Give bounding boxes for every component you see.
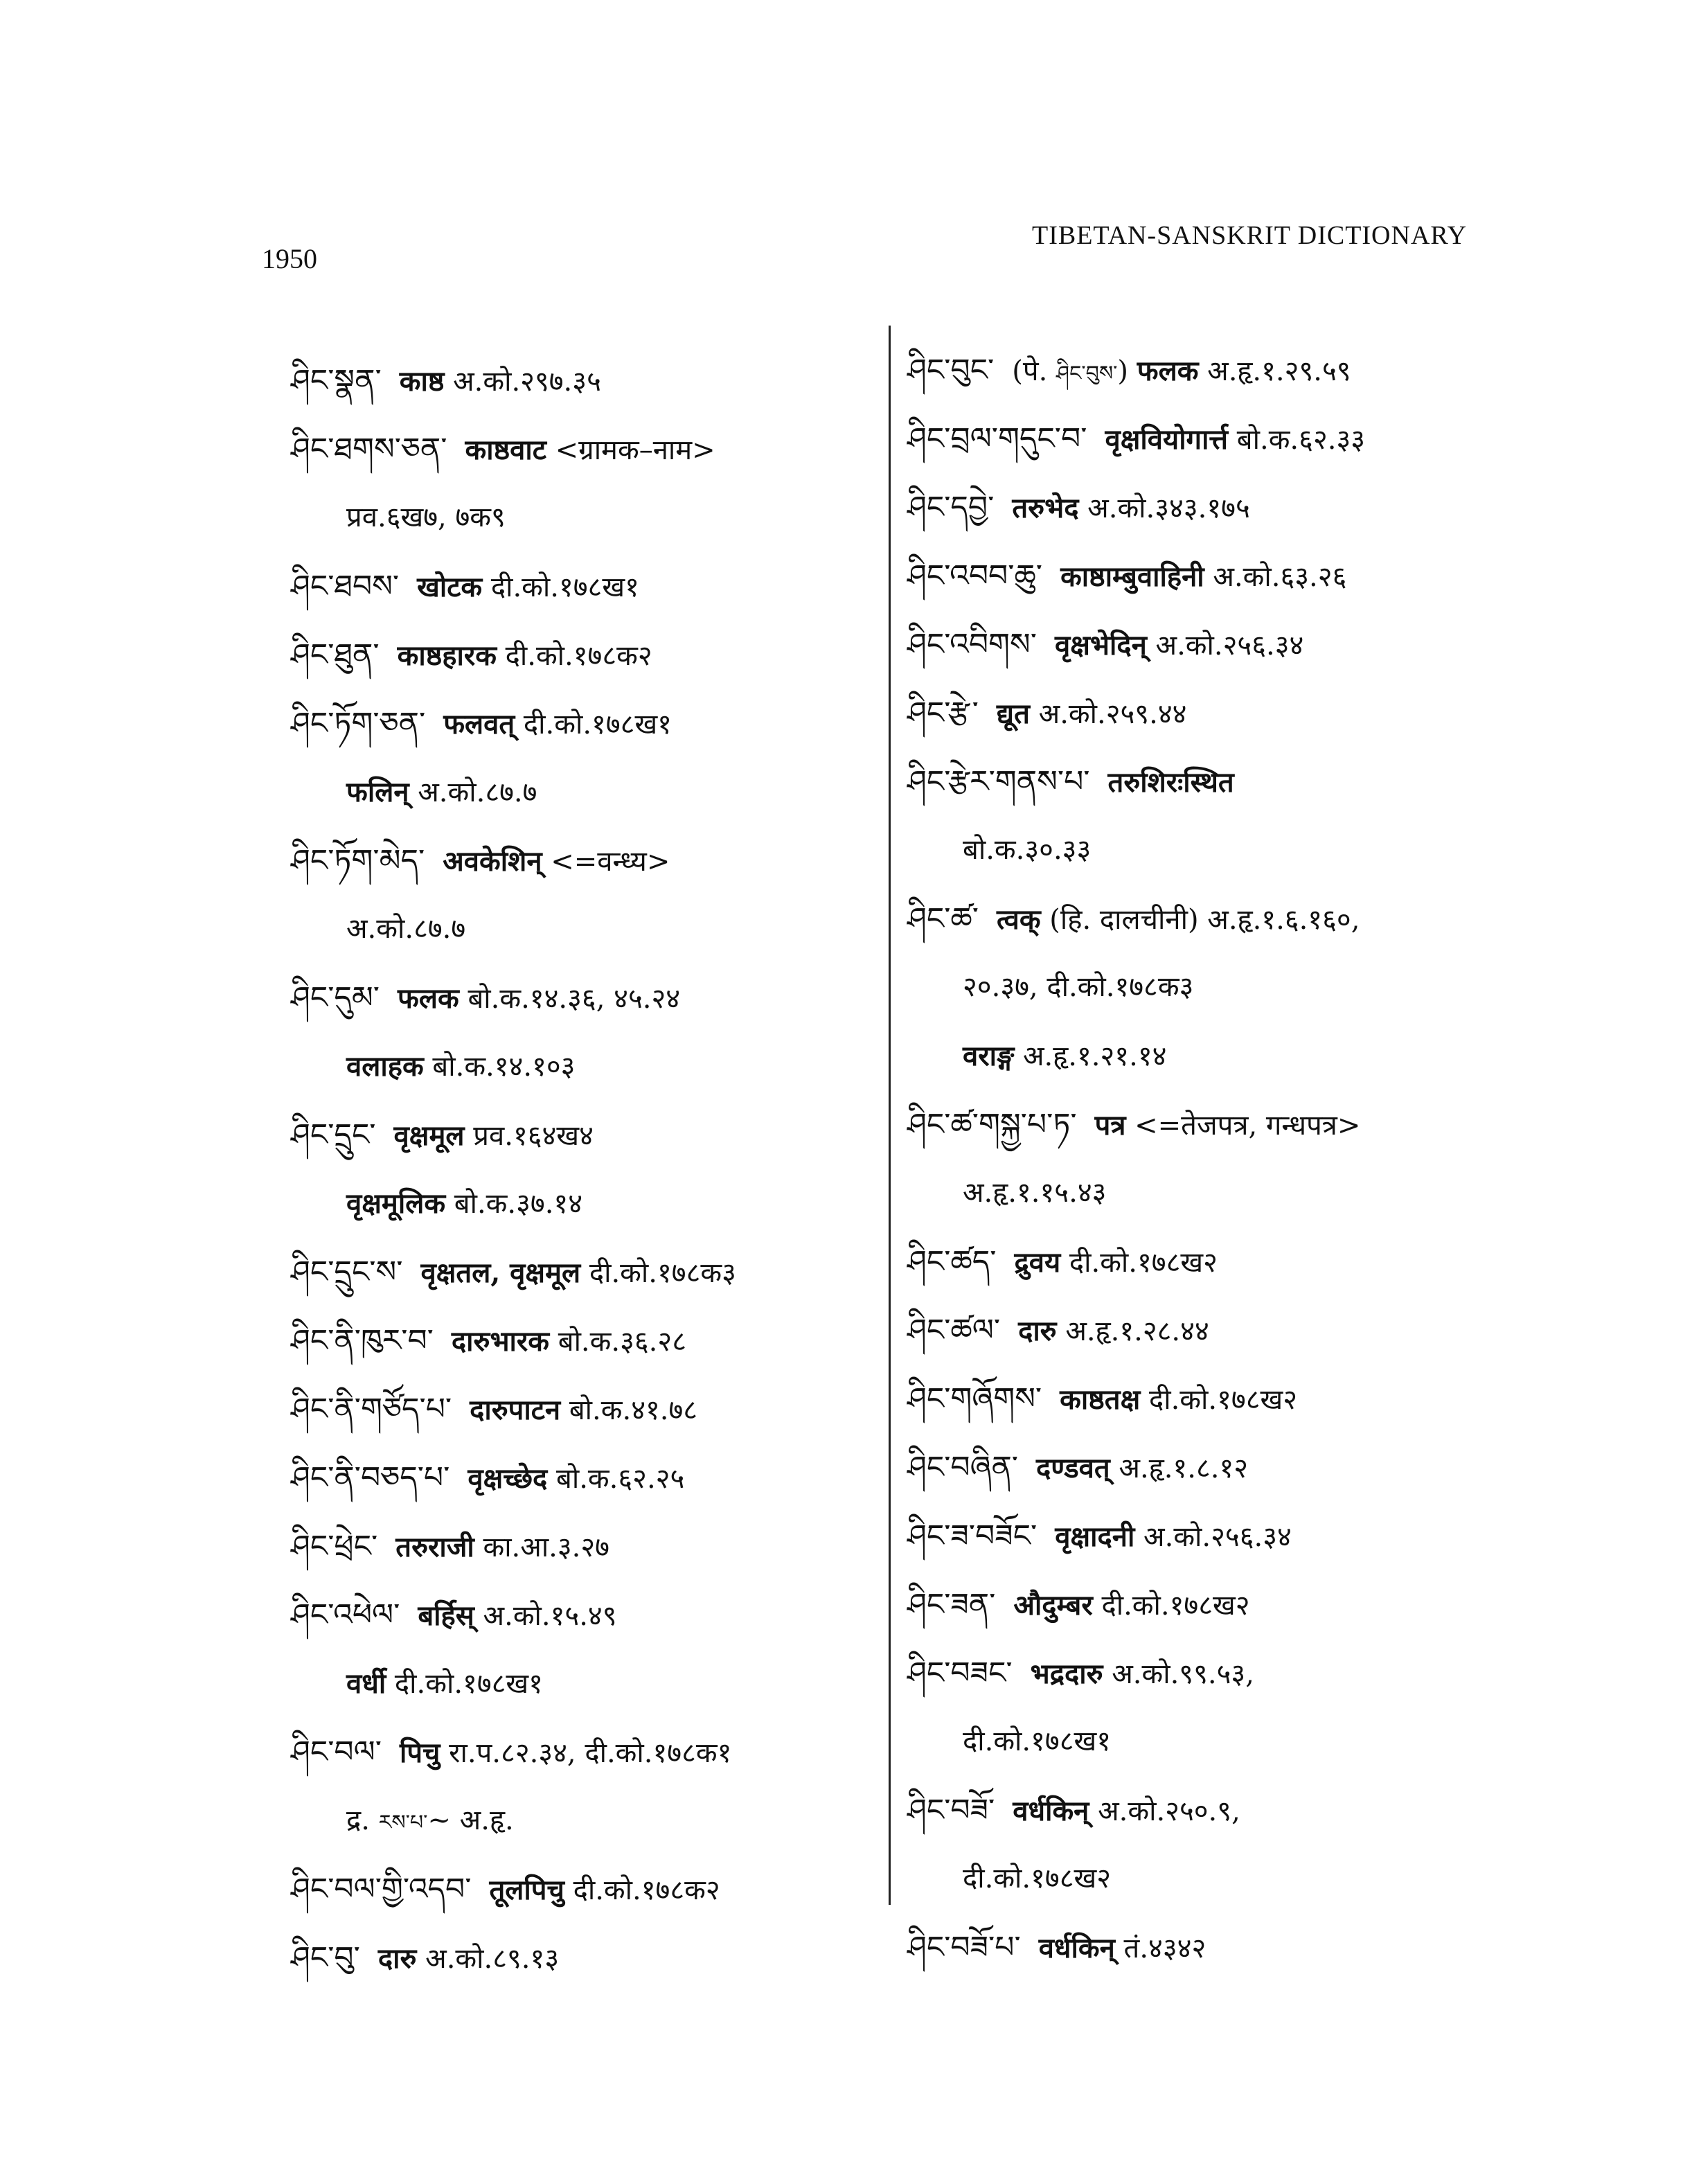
tibetan-headword: ཤིང་དྲུང་: [291, 1117, 376, 1153]
entry-continuation: [291, 1649, 880, 1718]
dictionary-entry: [907, 1570, 1531, 1639]
sanskrit-equivalent: काष्ठवाट: [465, 434, 546, 466]
entry-continuation: [907, 1845, 1531, 1913]
dictionary-entry: [291, 826, 880, 895]
tibetan-headword: ཤིང་ཟ་བཟོང་: [907, 1518, 1037, 1554]
source-reference: अ.हृ.१.२८.४४: [1056, 1315, 1209, 1347]
dictionary-entry: [907, 679, 1531, 747]
tibetan-headword: ཤིང་ཐུན་: [291, 637, 380, 673]
dictionary-entry: [907, 1913, 1531, 1982]
entry-continuation: [907, 953, 1531, 1022]
entry-continuation: [907, 1159, 1531, 1227]
source-reference: अ.हृ.१.२१.१४: [1014, 1040, 1167, 1072]
entry-continuation: [907, 1022, 1531, 1090]
entry-continuation: [291, 895, 880, 964]
sanskrit-equivalent: फलवत्: [443, 708, 515, 740]
source-reference: दी.को.१७८ख१: [386, 1668, 543, 1700]
source-reference: अ.हृ.१.८.१२: [1110, 1453, 1249, 1484]
dictionary-entry: [907, 1776, 1531, 1845]
source-reference: बो.क.३७.१४: [445, 1188, 583, 1220]
dictionary-entry: [291, 689, 880, 758]
source-reference: अ.को.३४३.१७५: [1078, 492, 1250, 524]
tibetan-headword: ཤིང་ཐབས་: [291, 569, 400, 604]
left-column: [291, 346, 880, 1992]
tibetan-headword: ཤིང་ནི་གཙོད་པ་: [291, 1392, 452, 1427]
dictionary-entry: [291, 621, 880, 689]
dictionary-entry: [907, 747, 1531, 816]
entry-continuation: [291, 1032, 880, 1101]
tibetan-headword: ཤིང་རྩེར་གནས་པ་: [907, 764, 1090, 799]
source-reference: अ.को.२५९.४४: [1029, 698, 1187, 730]
entry-continuation: [907, 1707, 1531, 1776]
source-reference: अ.को.९९.५३,: [1103, 1658, 1254, 1690]
source-reference: <ग्रामक–नाम>: [546, 434, 715, 466]
source-reference: बो.क.१४.१०३: [423, 1051, 576, 1083]
sanskrit-equivalent: वर्धकिन्: [1038, 1932, 1115, 1964]
sanskrit-equivalent: वृक्षमूल: [393, 1119, 465, 1152]
source-reference: अ.को.६३.२६: [1204, 561, 1347, 593]
source-reference: प्रव.६ख७, ७क९: [346, 501, 506, 533]
dictionary-entry: [907, 885, 1531, 953]
tibetan-headword: ཤིང་དྲུང་ས་: [291, 1254, 403, 1290]
tibetan-headword: ཤིང་བུ་: [291, 1940, 360, 1976]
page-number: 1950: [262, 243, 317, 274]
sanskrit-equivalent: वृक्षादनी: [1055, 1520, 1135, 1553]
sanskrit-equivalent: दारुभारक: [451, 1325, 550, 1358]
tibetan-headword: ཤིང་བཞིན་: [907, 1450, 1019, 1485]
source-reference: <=वन्ध्य>: [542, 846, 670, 878]
sanskrit-equivalent: औदुम्बर: [1013, 1589, 1093, 1622]
dictionary-entry: [907, 1433, 1531, 1502]
sanskrit-equivalent: वलाहक: [346, 1050, 424, 1083]
tibetan-headword: ཤིང་བྲལ་གདུང་བ་: [907, 421, 1087, 456]
dictionary-entry: [907, 1639, 1531, 1707]
dictionary-entry: [291, 1238, 880, 1306]
source-reference: अ.को.२५६.३४: [1134, 1521, 1292, 1553]
tibetan-headword: ཤིང་ནི་བཅད་པ་: [291, 1460, 450, 1495]
source-reference: दी.को.१७८ख१: [963, 1725, 1112, 1757]
sanskrit-equivalent: अवकेशिन्: [443, 845, 542, 878]
tibetan-headword: ཤིང་ཏོག་ཅན་: [291, 706, 426, 741]
source-reference: अ.को.२५६.३४: [1146, 630, 1304, 662]
dictionary-entry: [907, 610, 1531, 679]
sanskrit-equivalent: फलक: [1137, 355, 1199, 387]
sanskrit-equivalent: वृक्षवियोगार्त्त: [1105, 423, 1229, 456]
tibetan-variant: ཤིང་བུས་: [1056, 362, 1118, 386]
sanskrit-equivalent: दारु: [1018, 1315, 1057, 1347]
source-reference: अ.को.८७.७: [346, 913, 466, 945]
tibetan-headword: ཤིང་འབབ་ཆུ་: [907, 558, 1043, 594]
sanskrit-equivalent: काष्ठहारक: [397, 639, 497, 672]
dictionary-entry: [291, 346, 880, 415]
dictionary-entry: [291, 1444, 880, 1512]
sanskrit-equivalent: दारु: [377, 1942, 417, 1975]
dictionary-entry: [291, 1924, 880, 1992]
tibetan-headword: ཤིང་ནི་ཁུར་བ་: [291, 1323, 434, 1358]
tibetan-headword: ཤིང་བཟང་: [907, 1655, 1013, 1691]
tibetan-headword: ཤིང་ཚལ་: [907, 1313, 1001, 1348]
sanskrit-equivalent: तरुशिरःस्थित: [1107, 766, 1234, 799]
sanskrit-equivalent: त्वक्: [997, 903, 1041, 936]
source-reference: बो.क.१४.३६, ४५.२४: [458, 983, 681, 1015]
source-reference: द्र.: [346, 1804, 379, 1836]
source-reference: का.आ.३.२७: [474, 1532, 609, 1563]
sanskrit-equivalent: तरुभेद: [1012, 492, 1079, 524]
source-reference: बो.क.३६.२८: [549, 1326, 686, 1358]
dictionary-entry: [907, 542, 1531, 610]
source-reference: अ.हृ.१.२९.५९: [1198, 355, 1351, 387]
sanskrit-equivalent: काष्ठाम्बुवाहिनी: [1060, 560, 1204, 593]
source-reference: दी.को.१७८ख२: [1060, 1247, 1218, 1279]
tibetan-headword: ཤིང་རྩེ་: [907, 695, 979, 731]
entry-continuation: [291, 1786, 880, 1855]
dictionary-entry: [291, 964, 880, 1032]
source-reference: रा.प.८२.३४, दी.को.१७८क१: [440, 1737, 732, 1769]
sanskrit-equivalent: पत्र: [1094, 1109, 1126, 1142]
tibetan-headword: ཤིང་ཕྲེང་: [291, 1529, 378, 1564]
source-reference: दी.को.१७८ख२: [963, 1863, 1112, 1894]
source-reference: दी.को.१७८क२: [564, 1874, 720, 1906]
sanskrit-equivalent: वृक्षतल, वृक्षमूल: [420, 1257, 581, 1289]
source-reference: दी.को.१७८क३: [580, 1257, 736, 1289]
dictionary-entry: [907, 405, 1531, 473]
dictionary-entry: [907, 1502, 1531, 1570]
sanskrit-equivalent: भद्रदारु: [1030, 1658, 1103, 1690]
entry-continuation: [291, 483, 880, 552]
tibetan-headword: ཤིང་ཐགས་ཅན་: [291, 432, 447, 467]
entry-continuation: [291, 758, 880, 826]
source-reference: अ.को.८७.७: [409, 776, 537, 808]
sanskrit-equivalent: वृक्षमूलिक: [346, 1187, 446, 1220]
sanskrit-equivalent: फलक: [398, 982, 459, 1015]
sanskrit-equivalent: दण्डवत्: [1036, 1452, 1110, 1484]
sanskrit-equivalent: काष्ठतक्ष: [1060, 1383, 1141, 1416]
tibetan-headword: ཤིང་གཞོགས་: [907, 1381, 1042, 1417]
source-reference: बो.क.६२.२५: [547, 1463, 685, 1495]
dictionary-entry: [291, 552, 880, 621]
dictionary-entry: [907, 336, 1531, 405]
dictionary-entry: [907, 1090, 1531, 1159]
tibetan-headword: ཤིང་འབིགས་: [907, 627, 1037, 662]
dictionary-entry: [907, 1296, 1531, 1365]
source-reference: दी.को.१७८ख१: [515, 709, 672, 740]
dictionary-entry: [907, 1227, 1531, 1296]
tibetan-headword: ཤིང་དབྱེ་: [907, 490, 995, 525]
sanskrit-equivalent: खोटक: [417, 571, 483, 603]
source-reference: अ.को.२५०.९,: [1089, 1795, 1240, 1827]
dictionary-entry: [291, 1306, 880, 1375]
tibetan-headword: ཤིང་སྣན་: [291, 363, 382, 398]
source-reference: (पे.: [1012, 355, 1057, 387]
sanskrit-equivalent: बर्हिस्: [418, 1599, 474, 1632]
tibetan-headword: ཤིང་ཚད་: [907, 1244, 997, 1279]
right-column: [907, 336, 1531, 1982]
source-reference: दी.को.१७८ख२: [1092, 1590, 1250, 1622]
dictionary-entry: [291, 1581, 880, 1649]
column-divider: [889, 326, 891, 1905]
source-reference: अ.को.२९७.३५: [444, 366, 601, 398]
sanskrit-equivalent: तरुराजी: [395, 1531, 474, 1563]
dictionary-entry: [907, 1365, 1531, 1433]
source-reference: <=तेजपत्र, गन्धपत्र>: [1125, 1110, 1361, 1142]
sanskrit-equivalent: द्यूत: [996, 698, 1030, 730]
source-reference: दी.को.१७८ख१: [482, 571, 639, 603]
dictionary-entry: [907, 473, 1531, 542]
source-reference: ): [1117, 355, 1137, 387]
source-reference: तं.४३४२: [1114, 1933, 1206, 1964]
sanskrit-equivalent: वर्धी: [346, 1667, 386, 1700]
source-reference: २०.३७, दी.को.१७८क३: [963, 971, 1194, 1003]
sanskrit-equivalent: वृक्षभेदिन्: [1054, 629, 1147, 662]
sanskrit-equivalent: पिचु: [399, 1737, 440, 1769]
tibetan-headword: ཤིང་ཚ་: [907, 901, 979, 936]
source-reference: ~ अ.हृ.: [427, 1804, 514, 1836]
dictionary-entry: [291, 1101, 880, 1169]
source-reference: अ.हृ.१.१५.४३: [963, 1177, 1107, 1209]
tibetan-headword: ཤིང་བཟོ་: [907, 1793, 995, 1828]
source-reference: दी.को.१७८ख२: [1140, 1384, 1298, 1416]
sanskrit-equivalent: काष्ठ: [399, 365, 445, 398]
dictionary-entry: [291, 1375, 880, 1444]
tibetan-headword: ཤིང་བལ་: [291, 1734, 382, 1770]
tibetan-headword: ཤིང་བཟོ་པ་: [907, 1930, 1021, 1965]
sanskrit-equivalent: द्रुवय: [1014, 1246, 1061, 1279]
sanskrit-equivalent: वृक्षच्छेद: [467, 1462, 548, 1495]
source-reference: प्रव.१६४ख४: [464, 1120, 594, 1152]
entry-continuation: [291, 1169, 880, 1238]
tibetan-headword: ཤིང་ཚ་གསྐྱ་པ་ཏ་: [907, 1107, 1077, 1142]
tibetan-headword: ཤིང་བུང་: [907, 353, 995, 388]
tibetan-headword: ཤིང་འཕེལ་: [291, 1597, 400, 1633]
source-reference: (हि. दालचीनी) अ.हृ.१.६.१६०,: [1040, 904, 1360, 936]
sanskrit-equivalent: वर्धकिन्: [1013, 1795, 1089, 1827]
running-head: TIBETAN-SANSKRIT DICTIONARY: [1032, 221, 1468, 250]
sanskrit-equivalent: वराङ्ग: [963, 1040, 1015, 1072]
dictionary-entry: [291, 415, 880, 483]
tibetan-headword: ཤིང་ཏོག་མེད་: [291, 843, 425, 878]
sanskrit-equivalent: तूलपिचु: [489, 1874, 564, 1906]
entry-continuation: [907, 816, 1531, 885]
tibetan-headword: ཤིང་ཟན་: [907, 1587, 996, 1622]
tibetan-headword: ཤིང་བལ་གྱི་འདབ་: [291, 1872, 472, 1907]
sanskrit-equivalent: दारुपाटन: [470, 1394, 561, 1426]
dictionary-entry: [291, 1855, 880, 1924]
source-reference: अ.को.८९.१३: [416, 1943, 560, 1975]
sanskrit-equivalent: फलिन्: [346, 776, 409, 808]
dictionary-entry: [291, 1718, 880, 1786]
source-reference: बो.क.६२.३३: [1228, 424, 1366, 456]
tibetan-headword: ཤིང་དུམ་: [291, 980, 380, 1015]
dictionary-entry: [291, 1512, 880, 1581]
source-reference: बो.क.३०.३३: [963, 834, 1092, 866]
source-reference: अ.को.१५.४९: [474, 1600, 617, 1632]
source-reference: दी.को.१७८क२: [496, 640, 652, 672]
source-reference: बो.क.४१.७८: [560, 1394, 698, 1426]
tibetan-variant: རས་པ་: [378, 1811, 428, 1835]
